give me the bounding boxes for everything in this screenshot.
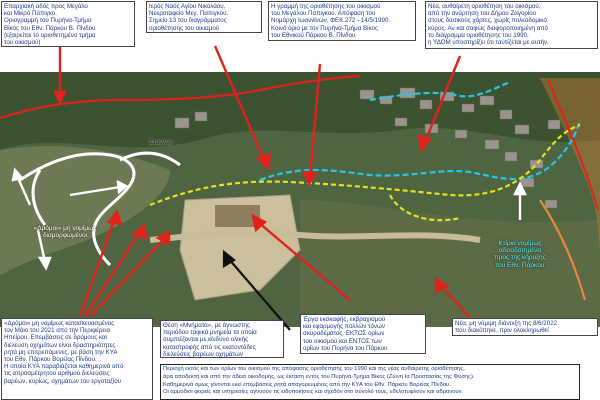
callout-line: άρα αποδεκτή και από την άδεια οικοδομής, ως έκταση εντός του Πυρήνα-Τμήμα Βίκος (Ζώνη Ια Προστασίας της Φύσης).: [163, 373, 475, 380]
callout-line: του Εθνικού Πάρκου Β. Πίνδου: [271, 31, 356, 39]
callout-line: που διακόπηκε, πριν ολοκληρωθεί: [455, 327, 549, 335]
illegal-roads-line-2: διαμορφωμένοι: [42, 232, 88, 240]
callout-line: Η γραμμή της οριοθέτησης του οικισμού: [271, 3, 381, 10]
new-building-line-3: προς της κήρυξης: [494, 254, 546, 262]
stavlos-text: Σταυλος: [149, 139, 173, 146]
callout-line: περιόδου ταφικά μνημεία τα οποία: [163, 329, 257, 337]
callout-line: Θέση «Μνήματα», με άγνωστης: [163, 322, 250, 329]
callout-line: Βίκος του Εθν. Πάρκου Β. Πίνδου: [4, 24, 96, 32]
callout-line: του Εθν. Πάρκου Βορείας Πίνδου.: [4, 356, 97, 364]
callout-line: ορίων του Πυρήνα του Πάρκου: [303, 344, 388, 352]
callout-line: η ΥΔΟΜ υποστηρίζει ότι ταυτίζεται με αυτήν.: [428, 39, 549, 47]
callout-line: και Μικρό Πάπιγκο.: [4, 10, 57, 18]
label-stavlos: [143, 139, 179, 146]
new-building-line-2: αδειοδοτημένα: [498, 247, 542, 255]
callout-line: τον Μάιο του 2021 από την Περιφέρεια: [4, 327, 111, 335]
callout-graves: [160, 320, 284, 358]
callout-line: «Δρόμοι» μη νομίμως κατασκευασμένος: [4, 320, 115, 327]
callout-line: Οι αρμόδιοι φορείς και υπηρεσίες αγνοούν τις ειδοποιήσεις και σχεδόν στο σύνολό τους, εθελοτυφλούν και αδρανούν.: [163, 389, 464, 396]
callout-core-zone: [160, 364, 580, 400]
callout-line: (εξαιρείται το οριοθετημένο τμήμα: [4, 31, 96, 39]
callout-line: Νεκροταφείο Μεγ. Παπιγκου.: [149, 10, 229, 18]
callout-line: διελεύσεις βαρέων οχημάτων: [163, 350, 243, 358]
callout-line: Επαρχιακή οδός προς Μεγάλο: [4, 3, 88, 10]
callout-line: Ιερός Ναός Αγίου Νικολάου,: [149, 3, 226, 10]
callout-line: Καθημερινά όμως γίνονται εκεί επεμβάσεις ρητά απαγορευμένες από την ΚΥΑ του Εθν. Πάρκου Βορείας Πίνδου.: [163, 381, 451, 388]
new-building-line-4: του Εθν. Πάρκου: [495, 261, 545, 269]
callout-new-opening: [452, 318, 598, 336]
callout-church: [146, 1, 262, 33]
callout-line: οριοθέτησης του οικισμού: [149, 24, 220, 32]
callout-line: Έργα εκσκαφής, εκβραχισμού: [303, 316, 386, 323]
callout-line: το διάγραμμα οριοθέτησης του 1990,: [428, 31, 529, 39]
callout-line: τις απροσμέτρητου αριθμού διελεύσεις: [4, 370, 110, 378]
callout-line: του οικισμού και ΕΝΤΟΣ των: [303, 337, 382, 345]
label-new-building: [486, 240, 554, 269]
callout-line: από την ανάρτηση του Δήμου Ζαγορίου: [428, 10, 537, 18]
new-building-line-1: Κτίρια νομίμως: [498, 240, 542, 247]
callout-line: καταστροφής από τις εκατοντάδες: [163, 343, 256, 351]
callout-line: Η οποία ΚΥΑ παραβιάζεται καθημερινά από: [4, 363, 124, 371]
callout-line: και εφαρμογής πολλών τόνων: [303, 323, 385, 331]
callout-line: Ηπείρου. Επεμβάσεις σε δρόμους και: [4, 334, 107, 342]
callout-line: Κοινό όριο με τον Πυρήνα-Τμήμα Βίκος: [271, 24, 378, 32]
callout-boundary-1990: [268, 1, 416, 41]
callout-line: κύρος. Αν και σαφώς διαφοροποιημένη από: [428, 24, 548, 32]
callout-line: σκυροδέματος. ΕΚΤΟΣ ορίων: [303, 330, 385, 338]
callout-new-boundary: [425, 1, 598, 49]
callout-provincial-road: [1, 1, 135, 47]
callout-line: συμπιέζονται με κίνδυνο ολικής: [163, 336, 249, 344]
label-illegal-roads: [28, 225, 102, 239]
callout-line: βαρέων, κυρίως, οχημάτων του εργοταξίου: [4, 377, 122, 385]
callout-line: Νέα, αυθαίρετη οριοθέτηση του οικισμού,: [428, 3, 541, 10]
callout-line: στους δασικούς χάρτες, χωρίς πολεοδομικό: [428, 17, 547, 25]
callout-excavation-works: [300, 314, 426, 354]
callout-line: Νομάρχη Ιωαννίνων, ΦΕΚ 272 - 14/5/1990.: [271, 17, 391, 25]
callout-line: Οριογραμμή του Πυρήνα-Τμήμα: [4, 17, 92, 25]
callout-line: ρητά μη επιτρεπόμενες, με βάση την ΚΥΑ: [4, 348, 118, 356]
callout-line: του οικισμού): [4, 39, 41, 47]
callout-line: Περιοχή εκτός και των ορίων του οικισμού της απόφασης οριοθέτησης του 1990 και της νέας αυθαίρετης οριοθέτησης,: [163, 366, 465, 372]
callout-line: Σημείο 13 του διαγράμματος: [149, 17, 227, 25]
callout-line: Νέα, μη νόμιμη διάνοιξη της 8/6/2022: [455, 320, 558, 327]
callout-line: διέλευση οχημάτων είναι δραστηριότητες: [4, 341, 116, 349]
callout-line: του Μεγάλου Παπιγκου. Απόφαση του: [271, 10, 376, 18]
callout-illegal-roads: [1, 318, 153, 400]
illegal-roads-line-1: «Δρόμοι» μη νομίμως: [33, 225, 97, 232]
